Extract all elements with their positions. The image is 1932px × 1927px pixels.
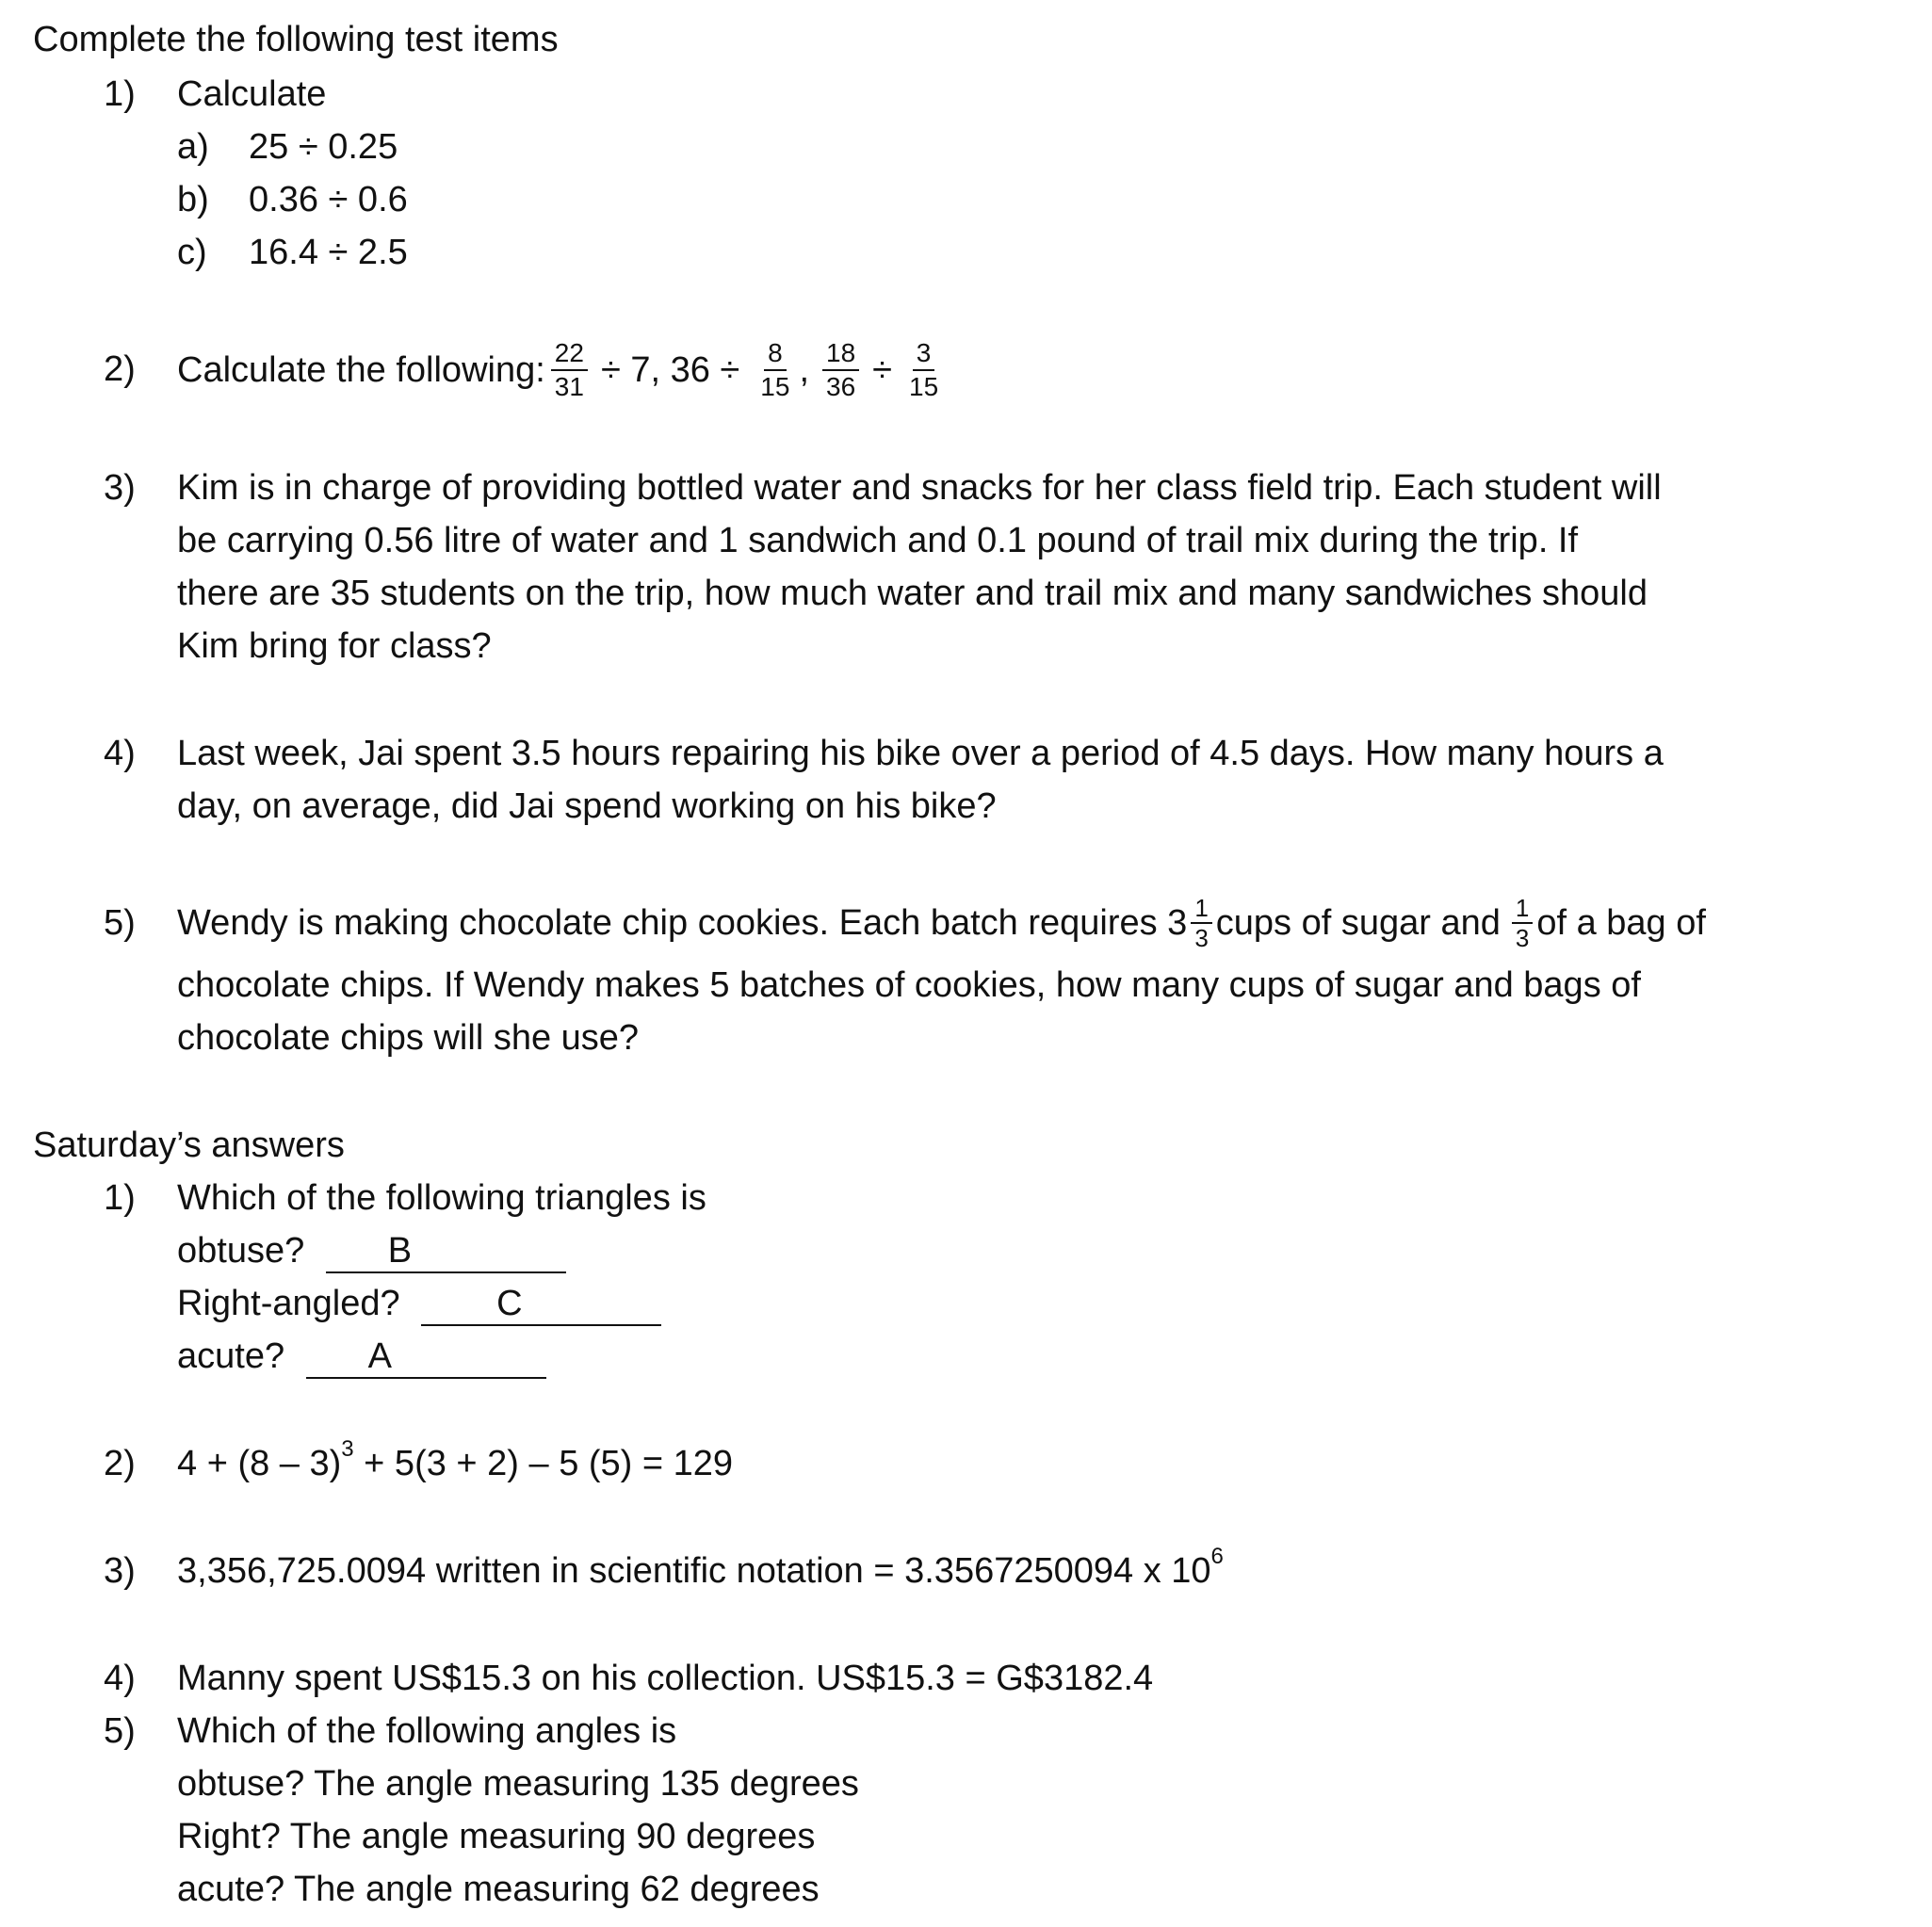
- question-text-line: there are 35 students on the trip, how much water and trail mix and many sandwiches should: [177, 574, 1648, 613]
- right-label: Right-angled?: [177, 1284, 400, 1323]
- answers-heading: Saturday’s answers: [33, 1125, 345, 1165]
- question-text-line: be carrying 0.56 litre of water and 1 sandwich and 0.1 pound of trail mix during the trip. If: [177, 521, 1579, 560]
- fraction-numerator: 3: [913, 337, 935, 371]
- answer-number: 2): [104, 1444, 136, 1483]
- question-number: 2): [104, 349, 136, 389]
- answer-text-line: [177, 1545, 1224, 1597]
- exponent: 3: [341, 1436, 354, 1463]
- exponent: 6: [1210, 1544, 1224, 1570]
- question-text: Wendy is making chocolate chip cookies. Each batch requires 3: [177, 903, 1188, 943]
- obtuse-answer-line: [177, 1224, 566, 1277]
- question-2-line: [177, 328, 948, 413]
- answer-blank: [326, 1230, 566, 1273]
- fraction-numerator: 18: [822, 337, 859, 371]
- question-text-line: Kim is in charge of providing bottled water and snacks for her class field trip. Each student will: [177, 468, 1662, 508]
- division-sign: ÷: [872, 350, 893, 390]
- question-text-line: Last week, Jai spent 3.5 hours repairing his bike over a period of 4.5 days. How many hours a: [177, 734, 1664, 773]
- question-number: 4): [104, 734, 136, 773]
- page-heading: Complete the following test items: [33, 20, 559, 59]
- acute-label: acute?: [177, 1336, 285, 1376]
- expression-text: ÷ 7, 36 ÷: [600, 350, 740, 390]
- expression-text: + 5(3 + 2) – 5 (5) = 129: [353, 1444, 734, 1483]
- answer-number: 5): [104, 1711, 136, 1751]
- answer-text-line: Manny spent US$15.3 on his collection. US$15.3 = G$3182.4: [177, 1659, 1154, 1698]
- fraction-denominator: 3: [1194, 924, 1209, 952]
- obtuse-label: obtuse?: [177, 1231, 305, 1271]
- fraction-denominator: 15: [760, 372, 790, 401]
- question-1-label: Calculate: [177, 74, 327, 114]
- acute-answer-line: [177, 1330, 546, 1383]
- answer-text-line: obtuse? The angle measuring 135 degrees: [177, 1764, 859, 1804]
- fraction: [551, 337, 588, 403]
- fraction-denominator: 3: [1515, 924, 1530, 952]
- question-number: 3): [104, 468, 136, 508]
- answer-blank: [421, 1283, 661, 1326]
- comma: ,: [799, 350, 809, 390]
- question-number: 1): [104, 74, 136, 114]
- answer-blank: [306, 1336, 546, 1379]
- item-letter: a): [177, 127, 209, 167]
- expression-text: 3,356,725.0094 written in scientific notation = 3.3567250094 x 10: [177, 1551, 1211, 1591]
- fraction-numerator: 22: [551, 337, 588, 371]
- fraction-denominator: 31: [554, 372, 584, 401]
- fraction: [1191, 894, 1211, 952]
- question-text: cups of sugar and: [1215, 903, 1501, 943]
- question-2-label: Calculate the following:: [177, 350, 545, 390]
- fraction: [822, 337, 859, 403]
- fraction-numerator: 8: [764, 337, 787, 371]
- item-letter: c): [177, 233, 207, 272]
- item-expression: 16.4 ÷ 2.5: [249, 233, 408, 272]
- question-number: 5): [104, 903, 136, 943]
- item-expression: 0.36 ÷ 0.6: [249, 180, 408, 219]
- acute-answer: A: [367, 1336, 393, 1376]
- fraction-numerator: 1: [1512, 894, 1533, 924]
- question-text-line: chocolate chips will she use?: [177, 1018, 640, 1058]
- fraction-denominator: 15: [909, 372, 939, 401]
- obtuse-answer: B: [387, 1231, 413, 1271]
- answer-text-line: Right? The angle measuring 90 degrees: [177, 1817, 816, 1856]
- fraction: [1512, 894, 1533, 952]
- right-answer: C: [496, 1284, 523, 1323]
- answer-number: 3): [104, 1551, 136, 1591]
- fraction-numerator: 1: [1191, 894, 1211, 924]
- answer-text-line: acute? The angle measuring 62 degrees: [177, 1870, 820, 1909]
- answer-expression: [177, 1437, 733, 1490]
- fraction: [905, 337, 942, 403]
- question-text-line: chocolate chips. If Wendy makes 5 batches of cookies, how many cups of sugar and bags of: [177, 965, 1641, 1005]
- answer-number: 4): [104, 1659, 136, 1698]
- question-text-line: day, on average, did Jai spend working on his bike?: [177, 786, 997, 826]
- answer-number: 1): [104, 1178, 136, 1218]
- item-letter: b): [177, 180, 209, 219]
- fraction-denominator: 36: [826, 372, 856, 401]
- right-answer-line: [177, 1277, 661, 1330]
- fraction: [756, 337, 793, 403]
- answer-text-line: Which of the following angles is: [177, 1711, 677, 1751]
- answer-text-line: Which of the following triangles is: [177, 1178, 706, 1218]
- expression-text: 4 + (8 – 3): [177, 1444, 342, 1483]
- question-text-line: Kim bring for class?: [177, 626, 492, 666]
- item-expression: 25 ÷ 0.25: [249, 127, 398, 167]
- question-text: of a bag of: [1536, 903, 1706, 943]
- question-5-line: [177, 883, 1706, 963]
